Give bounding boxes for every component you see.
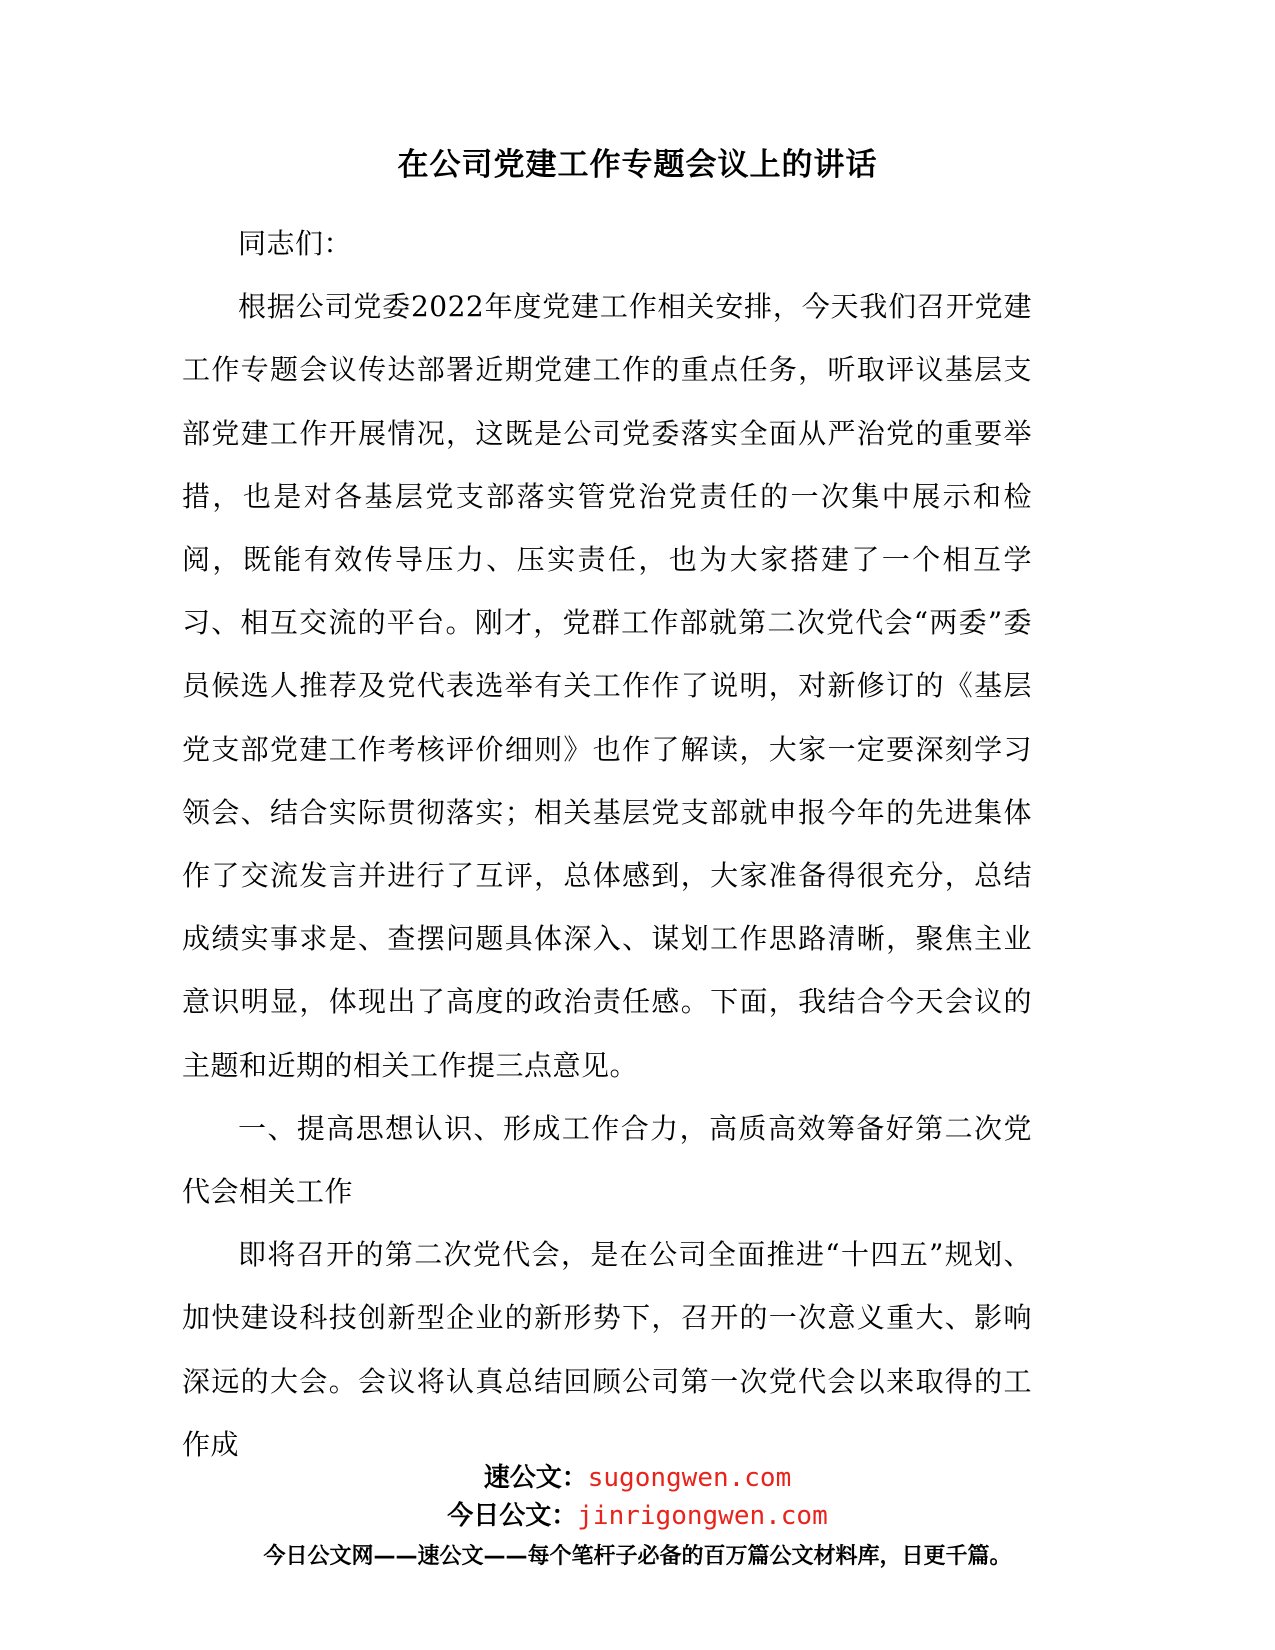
footer-line-jinrigongwen [0,1500,1275,1532]
section-heading-1: 一、提高思想认识、形成工作合力，高质高效筹备好第二次党代会相关工作 [182,1111,1032,1209]
footer-link-sugongwen[interactable]: sugongwen.com [587,1463,792,1493]
footer-link-jinrigongwen[interactable]: jinrigongwen.com [577,1501,828,1531]
paragraph-intro: 根据公司党委2022年度党建工作相关安排，今天我们召开党建工作专题会议传达部署近期党建工作的重点任务，听取评议基层支部党建工作开展情况，这既是公司党委落实全面从严治党的重要举措，也是对各基层党支部落实管党治党责任的一次集中展示和检阅，既能有效传导压力、压实责任，也为大家搭建了一个相互学习、相互交流的平台。刚才，党群工作部就第二次党代会“两委”委员候选人推荐及党代表选举有关工作作了说明，对新修订的《基层党支部党建工作考核评价细则》也作了解读，大家一定要深刻学习领会、结合实际贯彻落实；相关基层党支部就申报今年的先进集体作了交流发言并进行了互评，总体感到，大家准备得很充分，总结成绩实事求是、查摆问题具体深入、谋划工作思路清晰，聚焦主业意识明显，体现出了高度的政治责任感。下面，我结合今天会议的主题和近期的相关工作提三点意见。 [182,290,1032,1082]
salutation: 同志们： [238,227,353,260]
footer-label-1: 速公文： [483,1463,588,1493]
footer-label-2: 今日公文： [447,1501,578,1531]
footer-tagline: 今日公文网——速公文——每个笔杆子必备的百万篇公文材料库，日更千篇。 [263,1544,1012,1569]
footer-line-sugongwen [0,1462,1275,1494]
document-title: 在公司党建工作专题会议上的讲话 [397,147,878,183]
paragraph-section-1: 即将召开的第二次党代会，是在公司全面推进“十四五”规划、加快建设科技创新型企业的新形势下，召开的一次意义重大、影响深远的大会。会议将认真总结回顾公司第一次党代会以来取得的工作成 [182,1238,1032,1461]
document-body [182,212,1032,1476]
